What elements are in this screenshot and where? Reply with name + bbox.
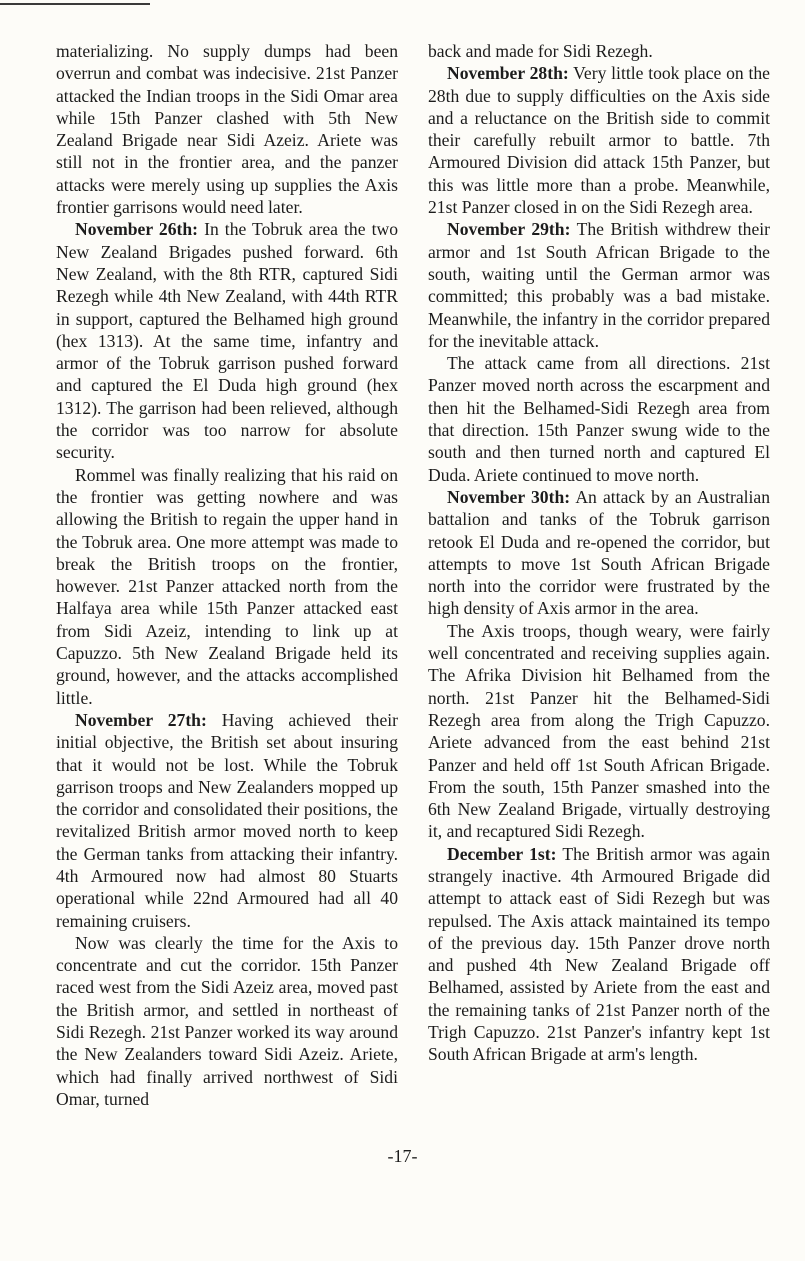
paragraph: November 30th: An attack by an Australian battalion and tanks of the Tobruk garrison retook El Duda and re-opened the corridor, but attempts to move 1st South African Brigade north into the corridor were frustrated by the high density of Axis armor in the area.	[428, 486, 771, 619]
page-number: -17-	[387, 1146, 418, 1166]
paragraph: November 28th: Very little took place on the 28th due to supply difficulties on the Axis side and a reluctance on the British side to commit their carefully rebuilt armor to battle. 7th Armoured Division did attack 15th Panzer, but this was little more than a probe. Meanwhile, 21st Panzer closed in on the Sidi Rezegh area.	[428, 63, 770, 218]
left-column	[56, 40, 398, 1110]
date-heading: November 28th:	[447, 63, 569, 84]
paragraph: November 29th: The British withdrew their armor and 1st South African Brigade to the south, waiting until the German armor was committed; this probably was a bad mistake. Meanwhile, the infantry in the corridor prepared for the inevitable attack.	[428, 219, 770, 351]
date-heading: December 1st:	[447, 843, 557, 864]
paragraph: Rommel was finally realizing that his raid on the frontier was getting nowhere and was allowing the British to regain the upper hand in the Tobruk area. One more attempt was made to break the British troops on the frontier, however. 21st Panzer attacked north from the Halfaya area while 15th Panzer attacked east from Sidi Azeiz, intending to link up at Capuzzo. 5th New Zealand Brigade held its ground, however, and the attacks accomplished little.	[56, 464, 398, 708]
paragraph: Now was clearly the time for the Axis to concentrate and cut the corridor. 15th Panzer raced west from the Sidi Azeiz area, moved past the British armor, and settled in northeast of Sidi Rezegh. 21st Panzer worked its way around the New Zealanders toward Sidi Azeiz. Ariete, which had finally arrived northwest of Sidi Omar, turned	[56, 932, 398, 1109]
date-heading: November 29th:	[447, 219, 571, 240]
paragraph: November 27th: Having achieved their initial objective, the British set about insuring that it would not be lost. While the Tobruk garrison troops and New Zealanders mopped up the corridor and consolidated their positions, the revitalized British armor moved north to keep the German tanks from attacking their infantry. 4th Armoured now had almost 80 Stuarts operational while 22nd Armoured had all 40 remaining cruisers.	[56, 709, 399, 931]
paragraph: The Axis troops, though weary, were fairly well concentrated and receiving supplies again. The Afrika Division hit Belhamed from the north. 21st Panzer hit the Belhamed-Sidi Rezegh area from along the Trigh Capuzzo. Ariete advanced from the east behind 21st Panzer and held off 1st South African Brigade. From the south, 15th Panzer smashed into the 6th New Zealand Brigade, virtually destroying it, and recaptured Sidi Rezegh.	[428, 620, 770, 842]
paragraph: The attack came from all directions. 21st Panzer moved north across the escarpment and then hit the Belhamed-Sidi Rezegh area from that direction. 15th Panzer swung wide to the south and then turned north and captured El Duda. Ariete continued to move north.	[428, 353, 770, 485]
date-heading: November 26th:	[75, 219, 199, 240]
top-rule	[0, 3, 150, 5]
right-column	[428, 40, 770, 1066]
paragraph: back and made for Sidi Rezegh.	[428, 41, 653, 61]
date-heading: November 30th:	[447, 486, 571, 507]
paragraph: materializing. No supply dumps had been overrun and combat was indecisive. 21st Panzer attacked the Indian troops in the Sidi Omar area while 15th Panzer clashed with 5th New Zealand Brigade near Sidi Azeiz. Ariete was still not in the frontier area, and the panzer attacks were merely using up supplies the Axis frontier garrisons would need later.	[56, 41, 398, 218]
paragraph: December 1st: The British armor was again strangely inactive. 4th Armoured Brigade did attempt to attack east of Sidi Rezegh but was repulsed. The Axis attack maintained its tempo of the previous day. 15th Panzer drove north and pushed 4th New Zealand Brigade off Belhamed, assisted by Ariete from the east and the remaining tanks of 21st Panzer north of the Trigh Capuzzo. 21st Panzer's infantry kept 1st South African Brigade at arm's length.	[428, 843, 770, 1065]
paragraph: November 26th: In the Tobruk area the two New Zealand Brigades pushed forward. 6th New Zealand, with the 8th RTR, captured Sidi Rezegh while 4th New Zealand, with 44th RTR in support, captured the Belhamed high ground (hex 1313). At the same time, infantry and armor of the Tobruk garrison pushed forward and captured the El Duda high ground (hex 1312). The garrison had been relieved, although the corridor was too narrow for absolute security.	[56, 219, 398, 463]
date-heading: November 27th:	[75, 709, 207, 730]
